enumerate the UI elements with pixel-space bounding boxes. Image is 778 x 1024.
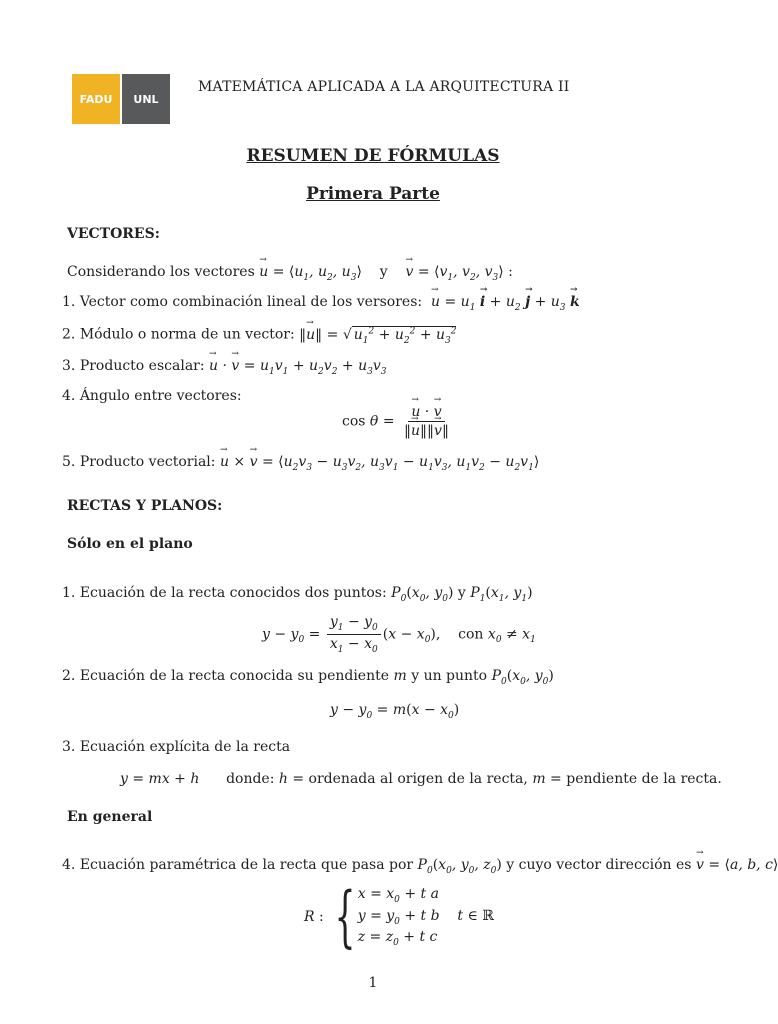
logo-fadu: FADU [72,74,120,124]
item-mid-text: y cuyo vector dirección es [506,857,692,873]
item-label: Producto vectorial: [79,454,216,470]
course-title: MATEMÁTICA APLICADA A LA ARQUITECTURA II [198,79,570,95]
recta-item-2: 2. Ecuación de la recta conocida su pendiente m y un punto $P_0(x_0$, $y_0$) [62,668,554,687]
formula-point-slope: $y - y_0 = m(x - x_0)$ [330,702,460,721]
document-title: RESUMEN DE FÓRMULAS [246,146,500,166]
item-number: 4. [62,857,76,873]
vectores-intro: Considerando los vectores → $u = ⟨u_1$, $u_2$, $u_3⟩$ y → $v = ⟨v_1$, $v_2$, $v_3⟩$ : [67,264,513,283]
condition-label: con [458,626,484,643]
recta-item-3 [62,739,290,755]
fadu-unl-logo [72,74,170,124]
vector-item-3 [62,358,386,377]
formula-v: → $v = ⟨v_1$, $v_2$, $v_3⟩$ [405,264,503,280]
section-heading-vectores: VECTORES: [67,226,160,242]
item-number: 4. [62,388,76,404]
vector-item-5 [62,454,539,473]
formula-explicit: y = mx + h donde: h = ordenada al origen de la recta, m = pendiente de la recta. [120,771,722,787]
item-label: Ecuación paramétrica de la recta que pasa por [79,857,414,873]
item-number: 2. [62,326,76,343]
item-label: Módulo o norma de un vector: [79,326,295,343]
item-label: Ecuación explícita de la recta [79,739,291,755]
item-number: 1. [62,585,76,601]
item-number: 3. [62,358,76,374]
item-label: Ángulo entre vectores: [79,388,242,404]
h-description: = ordenada al origen de la recta, [292,771,528,787]
formula-cross-product: → u × → $v = ⟨u_2v_3 - u_3v_2$, $u_3v_1 - u_1v_3$, $u_1v_2$ − $u_2v_1⟩$ [220,454,539,470]
donde-label: donde: [226,771,275,787]
vector-item-4 [62,388,242,404]
item-number: 2. [62,668,76,684]
item-number: 1. [62,294,76,310]
point-p1: $P_1(x_1$, $y_1$) [470,585,533,604]
m-description: = pendiente de la recta. [550,771,722,787]
formula-linear-combination: → $u = u_1 \to i + u_2 \to j + u_3 \to k$ [427,294,580,310]
item-label: Ecuación de la recta conocidos dos puntos: [79,585,387,601]
recta-item-1 [62,585,533,604]
item-label: Ecuación de la recta conocida su pendiente [79,668,390,684]
formula-u: → $u = ⟨u_1$, $u_2$, $u_3⟩$ [259,264,362,280]
recta-item-4: 4. Ecuación paramétrica de la recta que pasa por $P_0(x_0$, $y_0$, $z_0$) y cuyo vector dirección es → v = ⟨a, b, c⟩ [62,857,778,876]
formula-dot-product: → u · → $v = u_1v_1 + u_2v_2 + u_3v_3$ [209,358,386,374]
item-label: Producto escalar: [79,358,205,374]
formula-parametric: R : { $x = x_0 + t$ a $y = y_0 + t$ b t ∈ ℝ $z = z_0 + t$ c [304,878,494,955]
document-subtitle: Primera Parte [306,184,440,204]
formula-norm: ‖→ u‖ = √ $u_1^2 + u_2^2 + u_3^2$ [299,327,456,343]
section-heading-rectas: RECTAS Y PLANOS: [67,498,223,514]
page-number: 1 [368,975,378,991]
subheading-plano: Sólo en el plano [67,536,193,552]
intro-text: Considerando los vectores [67,264,255,280]
item-mid-text: y un punto [411,668,488,684]
item-and: y [457,585,466,601]
item-number: 3. [62,739,76,755]
intro-and: y [379,264,388,280]
vector-item-2 [62,326,456,345]
item-label: Vector como combinación lineal de los versores: [79,294,423,310]
formula-angle: cos θ = → $\frac{u \cdot \to v}{‖\to u‖‖\to v‖}$ [342,404,454,439]
point-p0: $P_0(x_0$, $y_0$) [391,585,454,604]
vector-item-1 [62,294,580,313]
formula-two-points: $y - y_0$ = $\frac{y_1 - y_0}{x_1 - x_0}$ $(x - x_0)$, con $x_0 \ne x_1$ [262,614,536,655]
item-number: 5. [62,454,76,470]
logo-unl: UNL [122,74,170,124]
subheading-general: En general [67,809,153,825]
